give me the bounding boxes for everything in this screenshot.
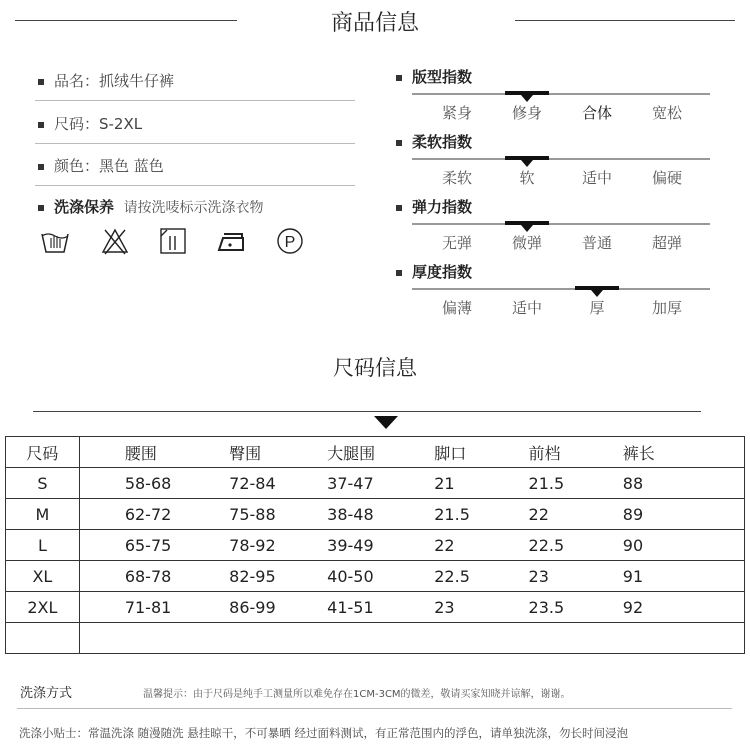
column-header: 前档 bbox=[529, 437, 623, 468]
table-cell: 23 bbox=[434, 592, 528, 623]
table-cell: 22 bbox=[434, 530, 528, 561]
index-option: 偏硬 bbox=[651, 169, 682, 187]
index-option: 加厚 bbox=[651, 299, 682, 317]
footer-divider bbox=[17, 708, 732, 709]
index-title bbox=[396, 131, 472, 152]
size-table bbox=[5, 436, 745, 654]
hand-wash-icon bbox=[40, 226, 70, 256]
tumble-dry-icon bbox=[158, 226, 188, 256]
down-triangle-icon bbox=[374, 416, 398, 429]
table-cell: 39-49 bbox=[327, 530, 434, 561]
size-notice: 温馨提示：由于尺码是纯手工测量所以难免存在1CM-3CM的微差，敬请买家知晓并谅解，谢谢。 bbox=[143, 689, 571, 700]
table-cell bbox=[327, 623, 434, 654]
table-cell: 21.5 bbox=[434, 499, 528, 530]
table-cell: M bbox=[6, 499, 80, 530]
table-cell: 92 bbox=[623, 592, 745, 623]
product-name bbox=[38, 70, 174, 91]
index-option: 紧身 bbox=[441, 104, 472, 122]
table-cell: 2XL bbox=[6, 592, 80, 623]
table-row bbox=[6, 561, 745, 592]
table-cell: 58-68 bbox=[79, 468, 229, 499]
column-header: 臀围 bbox=[229, 437, 327, 468]
table-cell: 22 bbox=[529, 499, 623, 530]
table-cell: 89 bbox=[623, 499, 745, 530]
table-cell bbox=[529, 623, 623, 654]
no-bleach-icon bbox=[100, 226, 130, 256]
table-cell: 72-84 bbox=[229, 468, 327, 499]
table-row bbox=[6, 468, 745, 499]
index-title-text: 版型指数 bbox=[412, 68, 473, 86]
table-row bbox=[6, 592, 745, 623]
table-cell: 21 bbox=[434, 468, 528, 499]
index-scale bbox=[412, 93, 710, 95]
table-cell: 23 bbox=[529, 561, 623, 592]
index-title-text: 厚度指数 bbox=[412, 263, 473, 281]
table-row bbox=[6, 623, 745, 654]
column-header: 大腿围 bbox=[327, 437, 434, 468]
table-row bbox=[6, 530, 745, 561]
product-color bbox=[38, 155, 164, 176]
table-cell: L bbox=[6, 530, 80, 561]
table-cell bbox=[434, 623, 528, 654]
index-option: 适中 bbox=[581, 169, 612, 187]
table-cell bbox=[623, 623, 745, 654]
divider bbox=[35, 143, 355, 144]
table-cell: 62-72 bbox=[79, 499, 229, 530]
table-cell: S bbox=[6, 468, 80, 499]
wash-tips: 洗涤小贴士：常温洗涤 随漫随洗 悬挂晾干，不可暴晒 经过面料测试，有正常范围内的浮色，请单独洗涤，勿长时间浸泡 bbox=[19, 726, 628, 740]
table-cell: 86-99 bbox=[229, 592, 327, 623]
table-cell: 41-51 bbox=[327, 592, 434, 623]
index-marker bbox=[505, 221, 549, 225]
bullet-icon bbox=[396, 270, 402, 276]
index-option: 软 bbox=[519, 169, 535, 187]
product-name-text: 品名：抓绒牛仔裤 bbox=[54, 72, 175, 90]
table-cell: 22.5 bbox=[529, 530, 623, 561]
column-header: 腰围 bbox=[79, 437, 229, 468]
table-cell: 68-78 bbox=[79, 561, 229, 592]
care-instructions bbox=[38, 196, 264, 217]
table-cell bbox=[229, 623, 327, 654]
table-cell: 38-48 bbox=[327, 499, 434, 530]
bullet-icon bbox=[38, 79, 44, 85]
size-divider bbox=[33, 411, 701, 412]
bullet-icon bbox=[396, 140, 402, 146]
bullet-icon bbox=[38, 164, 44, 170]
table-cell: 91 bbox=[623, 561, 745, 592]
product-color-text: 颜色：黑色 蓝色 bbox=[54, 157, 164, 175]
header-divider-left bbox=[15, 20, 237, 21]
index-option: 适中 bbox=[511, 299, 542, 317]
index-option: 修身 bbox=[511, 104, 542, 122]
bullet-icon bbox=[38, 122, 44, 128]
table-cell: 82-95 bbox=[229, 561, 327, 592]
table-cell: 22.5 bbox=[434, 561, 528, 592]
table-header-row bbox=[6, 437, 745, 468]
index-scale bbox=[412, 223, 710, 225]
wash-method-title: 洗涤方式 bbox=[20, 686, 73, 701]
table-cell bbox=[79, 623, 229, 654]
index-title bbox=[396, 261, 472, 282]
index-option: 普通 bbox=[581, 234, 612, 252]
index-option: 合体 bbox=[581, 104, 612, 122]
divider bbox=[35, 185, 355, 186]
index-marker bbox=[575, 286, 619, 290]
column-header: 尺码 bbox=[6, 437, 80, 468]
svg-text:P: P bbox=[284, 234, 296, 251]
index-title-text: 弹力指数 bbox=[412, 198, 473, 216]
column-header: 裤长 bbox=[623, 437, 745, 468]
index-title bbox=[396, 196, 472, 217]
dry-clean-p-icon bbox=[275, 226, 305, 256]
table-cell: 23.5 bbox=[529, 592, 623, 623]
index-option: 微弹 bbox=[511, 234, 542, 252]
size-section-title: 尺码信息 bbox=[333, 356, 417, 380]
index-option: 宽松 bbox=[651, 104, 682, 122]
table-cell: 78-92 bbox=[229, 530, 327, 561]
table-cell: 37-47 bbox=[327, 468, 434, 499]
product-size bbox=[38, 113, 142, 134]
table-cell: 75-88 bbox=[229, 499, 327, 530]
table-row bbox=[6, 499, 745, 530]
index-option: 超弹 bbox=[651, 234, 682, 252]
table-cell: XL bbox=[6, 561, 80, 592]
index-option: 柔软 bbox=[441, 169, 472, 187]
column-header: 脚口 bbox=[434, 437, 528, 468]
table-cell bbox=[6, 623, 80, 654]
table-cell: 88 bbox=[623, 468, 745, 499]
bullet-icon bbox=[396, 205, 402, 211]
product-size-text: 尺码：S-2XL bbox=[54, 115, 143, 133]
care-text: 请按洗唛标示洗涤衣物 bbox=[123, 200, 264, 216]
table-cell: 71-81 bbox=[79, 592, 229, 623]
index-marker bbox=[505, 156, 549, 160]
table-cell: 65-75 bbox=[79, 530, 229, 561]
iron-icon bbox=[216, 226, 246, 256]
index-option: 厚 bbox=[589, 299, 605, 317]
table-cell: 90 bbox=[623, 530, 745, 561]
bullet-icon bbox=[38, 205, 44, 211]
index-option: 偏薄 bbox=[441, 299, 472, 317]
index-title-text: 柔软指数 bbox=[412, 133, 473, 151]
header-divider-right bbox=[515, 20, 735, 21]
care-label: 洗涤保养 bbox=[54, 198, 115, 216]
index-title bbox=[396, 66, 472, 87]
index-scale bbox=[412, 288, 710, 290]
index-scale bbox=[412, 158, 710, 160]
index-marker bbox=[505, 91, 549, 95]
table-cell: 21.5 bbox=[529, 468, 623, 499]
page-title: 商品信息 bbox=[330, 11, 419, 36]
divider bbox=[35, 100, 355, 101]
index-option: 无弹 bbox=[441, 234, 472, 252]
table-cell: 40-50 bbox=[327, 561, 434, 592]
bullet-icon bbox=[396, 75, 402, 81]
